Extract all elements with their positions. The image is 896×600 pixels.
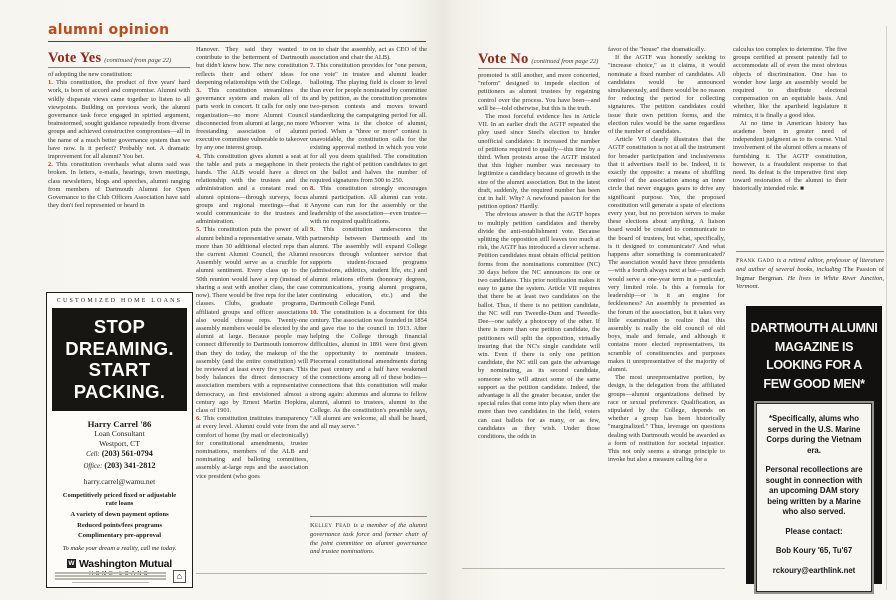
- vote-yes-headline: [48, 49, 198, 67]
- vote-no-title: Vote No: [478, 51, 529, 67]
- byline-segment: . He lives in White River Junction, Vermont.: [736, 274, 885, 291]
- left-page-footer-rule: [196, 573, 427, 574]
- vote-yes-byline: [310, 522, 427, 557]
- office-phone-number: (203) 341-2812: [104, 460, 156, 470]
- cell-phone-label: Cell:: [86, 451, 100, 458]
- article-paragraph: The most forceful evidence lies in Article VII. In an earlier draft the AGTF repeated the ploy used since Steel's election to hinder unofficial candidates: It increased the number of petitions required to qualify—this time by a third. When protests arose the AGTF insisted that this higher number was necessary to legitimize a candidacy because of growth in the size of the alumni association. But in the latest draft, suddenly, the required number has been cut in half. Why? A newfound passion for the petition option? Hardly.: [478, 113, 600, 211]
- cell-phone-number: (203) 561-0794: [101, 449, 153, 458]
- wamu-fine-print: [55, 571, 166, 583]
- wamu-ad-benefit: Competitively priced fixed or adjustable rate loans: [62, 492, 177, 508]
- dam-contact-heading: Please contact:: [785, 526, 843, 536]
- item-number: 5.: [196, 226, 204, 234]
- article-paragraph: 5. This constitution puts the power of all alumni behind a representative senate. With more than 30 additional elected reps than the current Alumni Council, the Alumni Assembly would serve as a crucible for alumni sentiment. Every class up to the 50th reunion would have a rep (instead of sharing a seat with another class, the case now). There would be five reps for the later classes. Clubs, graduate programs, affiliated groups and officer associations also would choose reps. Twenty-one assembly members would be elected by the alumni at large. Because people may connect differently to Dartmouth tomorrow than they do today, the makeup of the assembly (and the entire constitution) will be reviewed at least every five years. This body balances the direct democracy of association members with a representative democracy, as first envisioned almost a century ago by Ernest Martin Hopkins, class of 1901.: [196, 226, 308, 414]
- cell-phone-row: [47, 449, 192, 461]
- wamu-ad-headline-line: START: [88, 359, 151, 380]
- item-number: 8.: [310, 185, 321, 193]
- item-number: 10.: [310, 308, 321, 316]
- article-paragraph: 6. This constitution institutes transparency at every level. Alumni could vote from the comfort of home (by mail or electronically) for constitutional amendments, trustee nominations, members of the ALB and nominating and balloting committees, assembly at-large reps and the association vice president (who goes: [196, 415, 308, 480]
- dam-ad-inner-box: [756, 403, 872, 592]
- article-paragraph: favor of the "house" rise dramatically.: [608, 46, 706, 53]
- section-header: alumni opinion: [48, 22, 170, 38]
- wamu-ad-benefit: A variety of down payment options: [70, 510, 169, 518]
- vote-no-headline-rule: [478, 68, 600, 69]
- article-paragraph: of adopting the new constitution:: [48, 71, 133, 78]
- wamu-home-loans-ad: [46, 292, 193, 588]
- vote-no-byline-rule: [736, 251, 884, 252]
- dam-ad-headline: [746, 319, 882, 393]
- dam-marines-ad: [746, 306, 882, 584]
- vote-no-headline: [478, 50, 608, 68]
- vote-no-column-3: [733, 46, 847, 252]
- dam-contact-email: rckoury@earthlink.net: [772, 565, 856, 575]
- item-number: 4.: [196, 152, 204, 160]
- article-paragraph: Hanover. They said they wanted to contribute to the betterment of Dartmouth but didn't know how. The new constitution reflects their and others' ideas for deepening relationships with the College.: [196, 46, 308, 86]
- dam-ad-headline-line: FEW GOOD MEN*: [763, 376, 865, 391]
- vote-yes-column-2: [196, 46, 308, 564]
- article-paragraph: calculus too complex to determine. The five groups certified at present patently fail to accommodate all of even the most obvious objects of discrimination. One has to wonder how large an assembly would be required to distribute electoral compensation on an equitable basis. And whether, like the apartheid legislature it mimics, it is finally a good idea.: [733, 46, 847, 119]
- vote-yes-continued: (continued from page 22): [104, 57, 172, 64]
- washington-mutual-brand: Washington Mutual: [78, 557, 173, 570]
- item-number: 6.: [196, 415, 204, 423]
- vote-no-byline: [736, 257, 884, 292]
- article-paragraph: If the AGTF was honestly seeking to "increase choice," as it claims, it would nominate a fixed number of candidates. All candidates would be announced simultaneously, and there would be no reason for reducing the period for collecting signatures. The petition candidates could issue their own petition forms, and the election rules would be the same regardless of the number of candidates.: [608, 54, 725, 136]
- wamu-ad-kicker: CUSTOMIZED HOME LOANS: [56, 298, 183, 304]
- article-paragraph: Article VII clearly illustrates that the AGTF constitution is not at all the instrument for broader participation and inclusiveness that it advertises itself to be. Indeed, it is exactly the opposite: a means of shuffling control of the association among an inner circle that never engages gears to drive any significant purpose. Yes, the proposed constitution will generate a spate of elections every year, but no provision serves to make these elections about anything. A liaison board would be created to communicate to the board of trustees, but what, specifically, is it designed to communicate? And what happens after something is communicated? The association would have three presidents—with a fourth always next at bat—and each would serve a one-year term in a particular, very limited role. Is this a formula for leadership—or is it an engine for fecklessness? An assembly is presented as the forum of the association, but it takes very little examination to realize that this assembly is really the old council of old boys, male and female, and although it contains more elected representatives, its scramble of constituencies and purposes makes it unrepresentative of the majority of alumni.: [608, 136, 725, 373]
- wamu-ad-benefit: Complimentary pre-approval: [77, 532, 162, 540]
- dam-ad-headline-line: DARTMOUTH ALUMNI: [750, 321, 878, 335]
- item-number: 9.: [310, 226, 323, 234]
- office-phone-label: Office:: [83, 462, 103, 470]
- loan-consultant-title: Loan Consultant: [94, 429, 145, 438]
- wamu-ad-benefit: Reduced points/fees programs: [77, 521, 162, 529]
- item-number: 2.: [48, 161, 57, 169]
- vote-yes-column-1: [48, 71, 190, 279]
- byline-segment: Frank Gado: [736, 257, 777, 264]
- office-phone-row: [47, 461, 192, 473]
- loan-consultant-location: Westport, CT: [99, 439, 140, 448]
- article-paragraph: 1. This constitution, the product of five years' hard work, is born of accord and compromise. Alumni with wildly disparate views came together to listen to all viewpoints. Building on previous work, the alumni governance task force engaged in spirited argument, brainstormed, sought guidance repeatedly from diverse groups and achieved constructive compromises—all in the name of a much better governance system than we have now. Is it perfect? Probably not. A dramatic improvement for all alumni? You bet.: [48, 79, 190, 161]
- wamu-ad-headline: [52, 308, 187, 411]
- article-paragraph: 3. This constitution streamlines the governance system and makes all of its parts work in concert. It calls for only one organization—no more Alumni Council disconnected from alumni at large, no more freestanding association of alumni executive committee vulnerable to takeover by any one interest group.: [196, 87, 308, 152]
- right-page-footer-rule: [462, 568, 725, 569]
- byline-segment: is a member of the alumni governance task force and former chair of the joint committee on alumni governance and trustee nominations.: [310, 522, 428, 556]
- wamu-ad-contact-block: [47, 419, 192, 486]
- article-paragraph: 7. This constitution provides for "one person, one vote" in trustee and alumni leader balloting. The playing field is closer to level than ever for people nominated by committee and by petition, as the constitution promotes two-person contests and moves toward standardizing the campaigning period for all. Whoever wins is the choice of alumni, period. When a "three or more" contest is unavoidable, the constitution calls for the existing approval method in which you vote for all you deem qualified. The constitution protects the right of petition candidates to get on the ballot and halves the number of required signatures from 500 to 250.: [310, 62, 427, 185]
- washington-mutual-logo-icon: W: [68, 560, 75, 568]
- equal-housing-lender-icon: [173, 570, 186, 583]
- article-paragraph: 2. This constitution overhauls what alums said was broken. In letters, e-mails, hearings, town meetings, class newsletters, blogs and speeches, alumni ranging from members of Dartmouth Alumni for Open Governance to the Club Officers Association have said they don't feel represented or heard in: [48, 161, 190, 210]
- byline-segment: Kelley Fead: [310, 522, 354, 529]
- vote-yes-column-3: [310, 46, 427, 511]
- article-paragraph: 4. This constitution gives alumni a seat at the table and puts a megaphone in their hands. The ALB would have a direct relationship with the trustees and the administration and a constant read on alumni opinions—through surveys, focus groups and regional meetings—that it would communicate to the trustees and administration.: [196, 152, 308, 226]
- dam-ad-paragraph: Personal recollections are sought in connection with an upcoming DAM story being written by a Marine who also served.: [765, 465, 863, 516]
- article-paragraph: At no time in American history has academe been in greater need of independent judgment as to its course. Vital involvement of the alumni offers a means of furnishing it. The AGTF constitution, however, is a fraudulent response to that need. Its defeat is the imperative first step toward restoration of the alumni to their historically intended role. ■: [733, 119, 847, 193]
- article-paragraph: 8. This constitution strongly encourages alumni participation. All alumni can vote. Anyone can run for the assembly or the leadership of the association—even trustee—with no required qualifications.: [310, 185, 427, 226]
- article-paragraph: on to chair the assembly, act as CEO of the association and chair the ALB).: [310, 46, 427, 62]
- loan-consultant-name: Harry Carrel '86: [87, 419, 152, 429]
- wamu-ad-headline-line: DREAMING.: [65, 337, 174, 359]
- item-number: 7.: [310, 62, 317, 70]
- byline-segment: is a retired editor, professor of literature and author of several books, including: [736, 257, 884, 273]
- byline-segment: The Passion of Ingmar Bergman: [736, 265, 884, 282]
- wamu-ad-headline-line: STOP: [93, 316, 146, 337]
- dam-ad-paragraphs: [764, 414, 864, 518]
- article-paragraph: The obvious answer is that the AGTF hopes to multiply petition candidates and thereby divide the anti-establishment vote. Because splitting the opposition still leaves too much at risk, the AGTF has introduced a clever scheme. Petition candidates must obtain official petition forms from the nominations committee (NC) 30 days before the NC announces its one or two candidates. This prior notification makes it easy to game the system. Article VII requires that there be at least two candidates on the ballot. Thus, if there is no petition candidate, the NC will run Tweedle-Dum and Tweedle-Dee—one safely a photocopy of the other. If there is more than one petition candidate, the petitioners will split the opposition, virtually insuring that the NC's single candidate will win. Even if there is only one petition candidate, the NC still can gain the advantage by nominating, as its second candidate, someone who will attract some of the same support as the petition candidate. Indeed, the advantage is all the greater because, under the special rules that come into play when there are more than two candidates in the field, voters can cast ballots for as many, or as few, candidates as they wish. Under those conditions, the odds in: [478, 211, 600, 440]
- vote-yes-byline-rule: [310, 516, 427, 517]
- dam-ad-paragraph: *Specifically, alums who served in the U.S. Marine Corps during the Vietnam era.: [766, 414, 862, 455]
- article-paragraph: The most unrepresentative portion, by design, is the delegation from the affiliated groups—alumni organizations defined by race or sexual preference. Qualification, as stipulated by the College, depends on whether a group has been historically "marginalized." Thus, leverage on questions dealing with Dartmouth would be awarded as a form of restitution for societal injustice. This not only seems a strange principle to invoke but also a measure calling for a: [608, 374, 725, 464]
- vote-no-continued: (continued from page 22): [531, 58, 599, 65]
- wamu-ad-headline-line: PACKING.: [73, 380, 166, 402]
- article-paragraph: 9. This constitution underscores the partnership between Dartmouth and its alumni. The assembly will expand College resources through volunteer service that supports student-focused programs (admissions, athletics, student life, etc.) and alumni relations efforts (honorary degrees, communications, young alumni programs, continuing education, etc.) and the Dartmouth College Fund.: [310, 226, 427, 308]
- vote-yes-headline-rule: [48, 67, 190, 68]
- wamu-ad-tagline: To make your dream a reality, call me today.: [62, 544, 177, 552]
- dam-ad-headline-line: LOOKING FOR A: [766, 358, 862, 372]
- item-number: 3.: [196, 87, 208, 95]
- wamu-ad-benefits: [47, 492, 192, 541]
- vote-no-column-2: [608, 46, 725, 562]
- wamu-brand-row: [47, 558, 192, 570]
- vote-no-column-1: [478, 72, 600, 562]
- dam-ad-headline-line: MAGAZINE IS: [774, 339, 854, 354]
- dam-contact-name: Bob Koury '65, Tu'67: [775, 546, 853, 555]
- page-edge-rule: [886, 26, 887, 590]
- article-paragraph: 10. The constitution is a document for this century. The association was founded in 1854 and gave rise to the council in 1913. After helping the College through financial difficulties, alumni in 1891 were first given the opportunity to nominate trustees. Piecemeal constitutional amendments during the past century and a half have weakened the connections among all of these bodies—connections that this constitution will make strong again: alumnus and alumna to fellow alumni, alumni to trustees, alumni to the College. As the constitution's preamble says, "All alumni are welcome, all shall be heard, and all may serve.": [310, 308, 427, 431]
- vote-yes-title: Vote Yes: [48, 50, 102, 66]
- item-number: 1.: [48, 79, 56, 87]
- loan-consultant-email: harry.carrel@wamu.net: [83, 477, 156, 486]
- article-paragraph: promoted is still another, and more concerted, "reform" designed to impede election of petitioners as alumni trustees by regaining control over the process. You have been—and will be—told otherwise, but this is the truth.: [478, 72, 600, 112]
- header-rule: [48, 41, 426, 42]
